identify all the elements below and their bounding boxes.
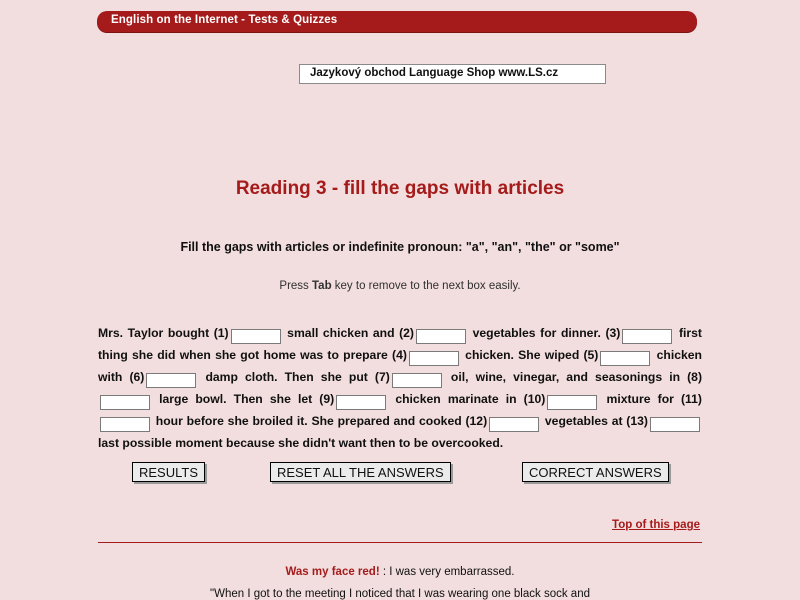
exercise-text-6: damp cloth. Then she put (7) — [198, 370, 390, 384]
gap-input-8[interactable] — [100, 395, 150, 410]
gap-input-12[interactable] — [489, 417, 539, 432]
gap-input-6[interactable] — [146, 373, 196, 388]
exercise-text-11: hour before she broiled it. She prepared and cooked (12) — [152, 414, 488, 428]
exercise-text-13: last possible moment because she didn't want then to be overcooked. — [98, 436, 504, 450]
exercise-text-4: chicken. She wiped (5) — [460, 348, 599, 362]
footer-joke-body: "When I got to the meeting I noticed that I was wearing one black sock and — [210, 588, 590, 600]
gap-input-9[interactable] — [336, 395, 386, 410]
gap-input-11[interactable] — [100, 417, 150, 432]
exercise-text-5: chicken with (6) — [98, 348, 702, 384]
gap-input-4[interactable] — [409, 351, 459, 366]
hint-after: key to remove to the next box easily. — [331, 280, 521, 292]
horizontal-divider — [98, 542, 702, 543]
tab-key-hint — [0, 280, 800, 292]
button-row — [98, 462, 702, 486]
hint-key: Tab — [312, 280, 332, 292]
exercise-text-9: chicken marinate in (10) — [388, 392, 546, 406]
gap-input-13[interactable] — [650, 417, 700, 432]
exercise-paragraph — [98, 322, 702, 454]
hint-before: Press — [279, 280, 312, 292]
gap-input-3[interactable] — [622, 329, 672, 344]
exercise-text-2: vegetables for dinner. (3) — [468, 326, 621, 340]
gap-input-1[interactable] — [231, 329, 281, 344]
exercise-text-10: mixture for (11) — [599, 392, 702, 406]
gap-input-2[interactable] — [416, 329, 466, 344]
gap-input-5[interactable] — [600, 351, 650, 366]
exercise-text-7: oil, wine, vinegar, and seasonings in (8) — [443, 370, 703, 384]
site-banner — [97, 11, 697, 32]
footer-joke-title — [0, 566, 800, 578]
language-shop-label: Jazykový obchod Language Shop www.LS.cz — [310, 67, 559, 79]
reset-answers-button[interactable]: RESET ALL THE ANSWERS — [270, 462, 451, 482]
instructions: Fill the gaps with articles or indefinite pronoun: "a", "an", "the" or "some" — [180, 240, 620, 254]
exercise-text-0: Mrs. Taylor bought (1) — [98, 326, 229, 340]
results-button[interactable]: RESULTS — [132, 462, 205, 482]
top-of-page-link[interactable]: Top of this page — [612, 519, 700, 531]
correct-answers-button[interactable]: CORRECT ANSWERS — [522, 462, 669, 482]
exercise-text-12: vegetables at (13) — [541, 414, 648, 428]
language-shop-bar[interactable] — [299, 64, 606, 84]
footer-joke-phrase: Was my face red! — [285, 566, 380, 578]
exercise-text-3: first thing she did when she got home was to prepare (4) — [98, 326, 702, 362]
gap-input-7[interactable] — [392, 373, 442, 388]
exercise-text-1: small chicken and (2) — [282, 326, 414, 340]
footer-joke-meaning: : I was very embarrassed. — [379, 566, 515, 578]
site-banner-title: English on the Internet - Tests & Quizzes — [111, 14, 338, 26]
exercise-text-8: large bowl. Then she let (9) — [152, 392, 335, 406]
page-title: Reading 3 - fill the gaps with articles — [235, 178, 565, 199]
gap-input-10[interactable] — [547, 395, 597, 410]
